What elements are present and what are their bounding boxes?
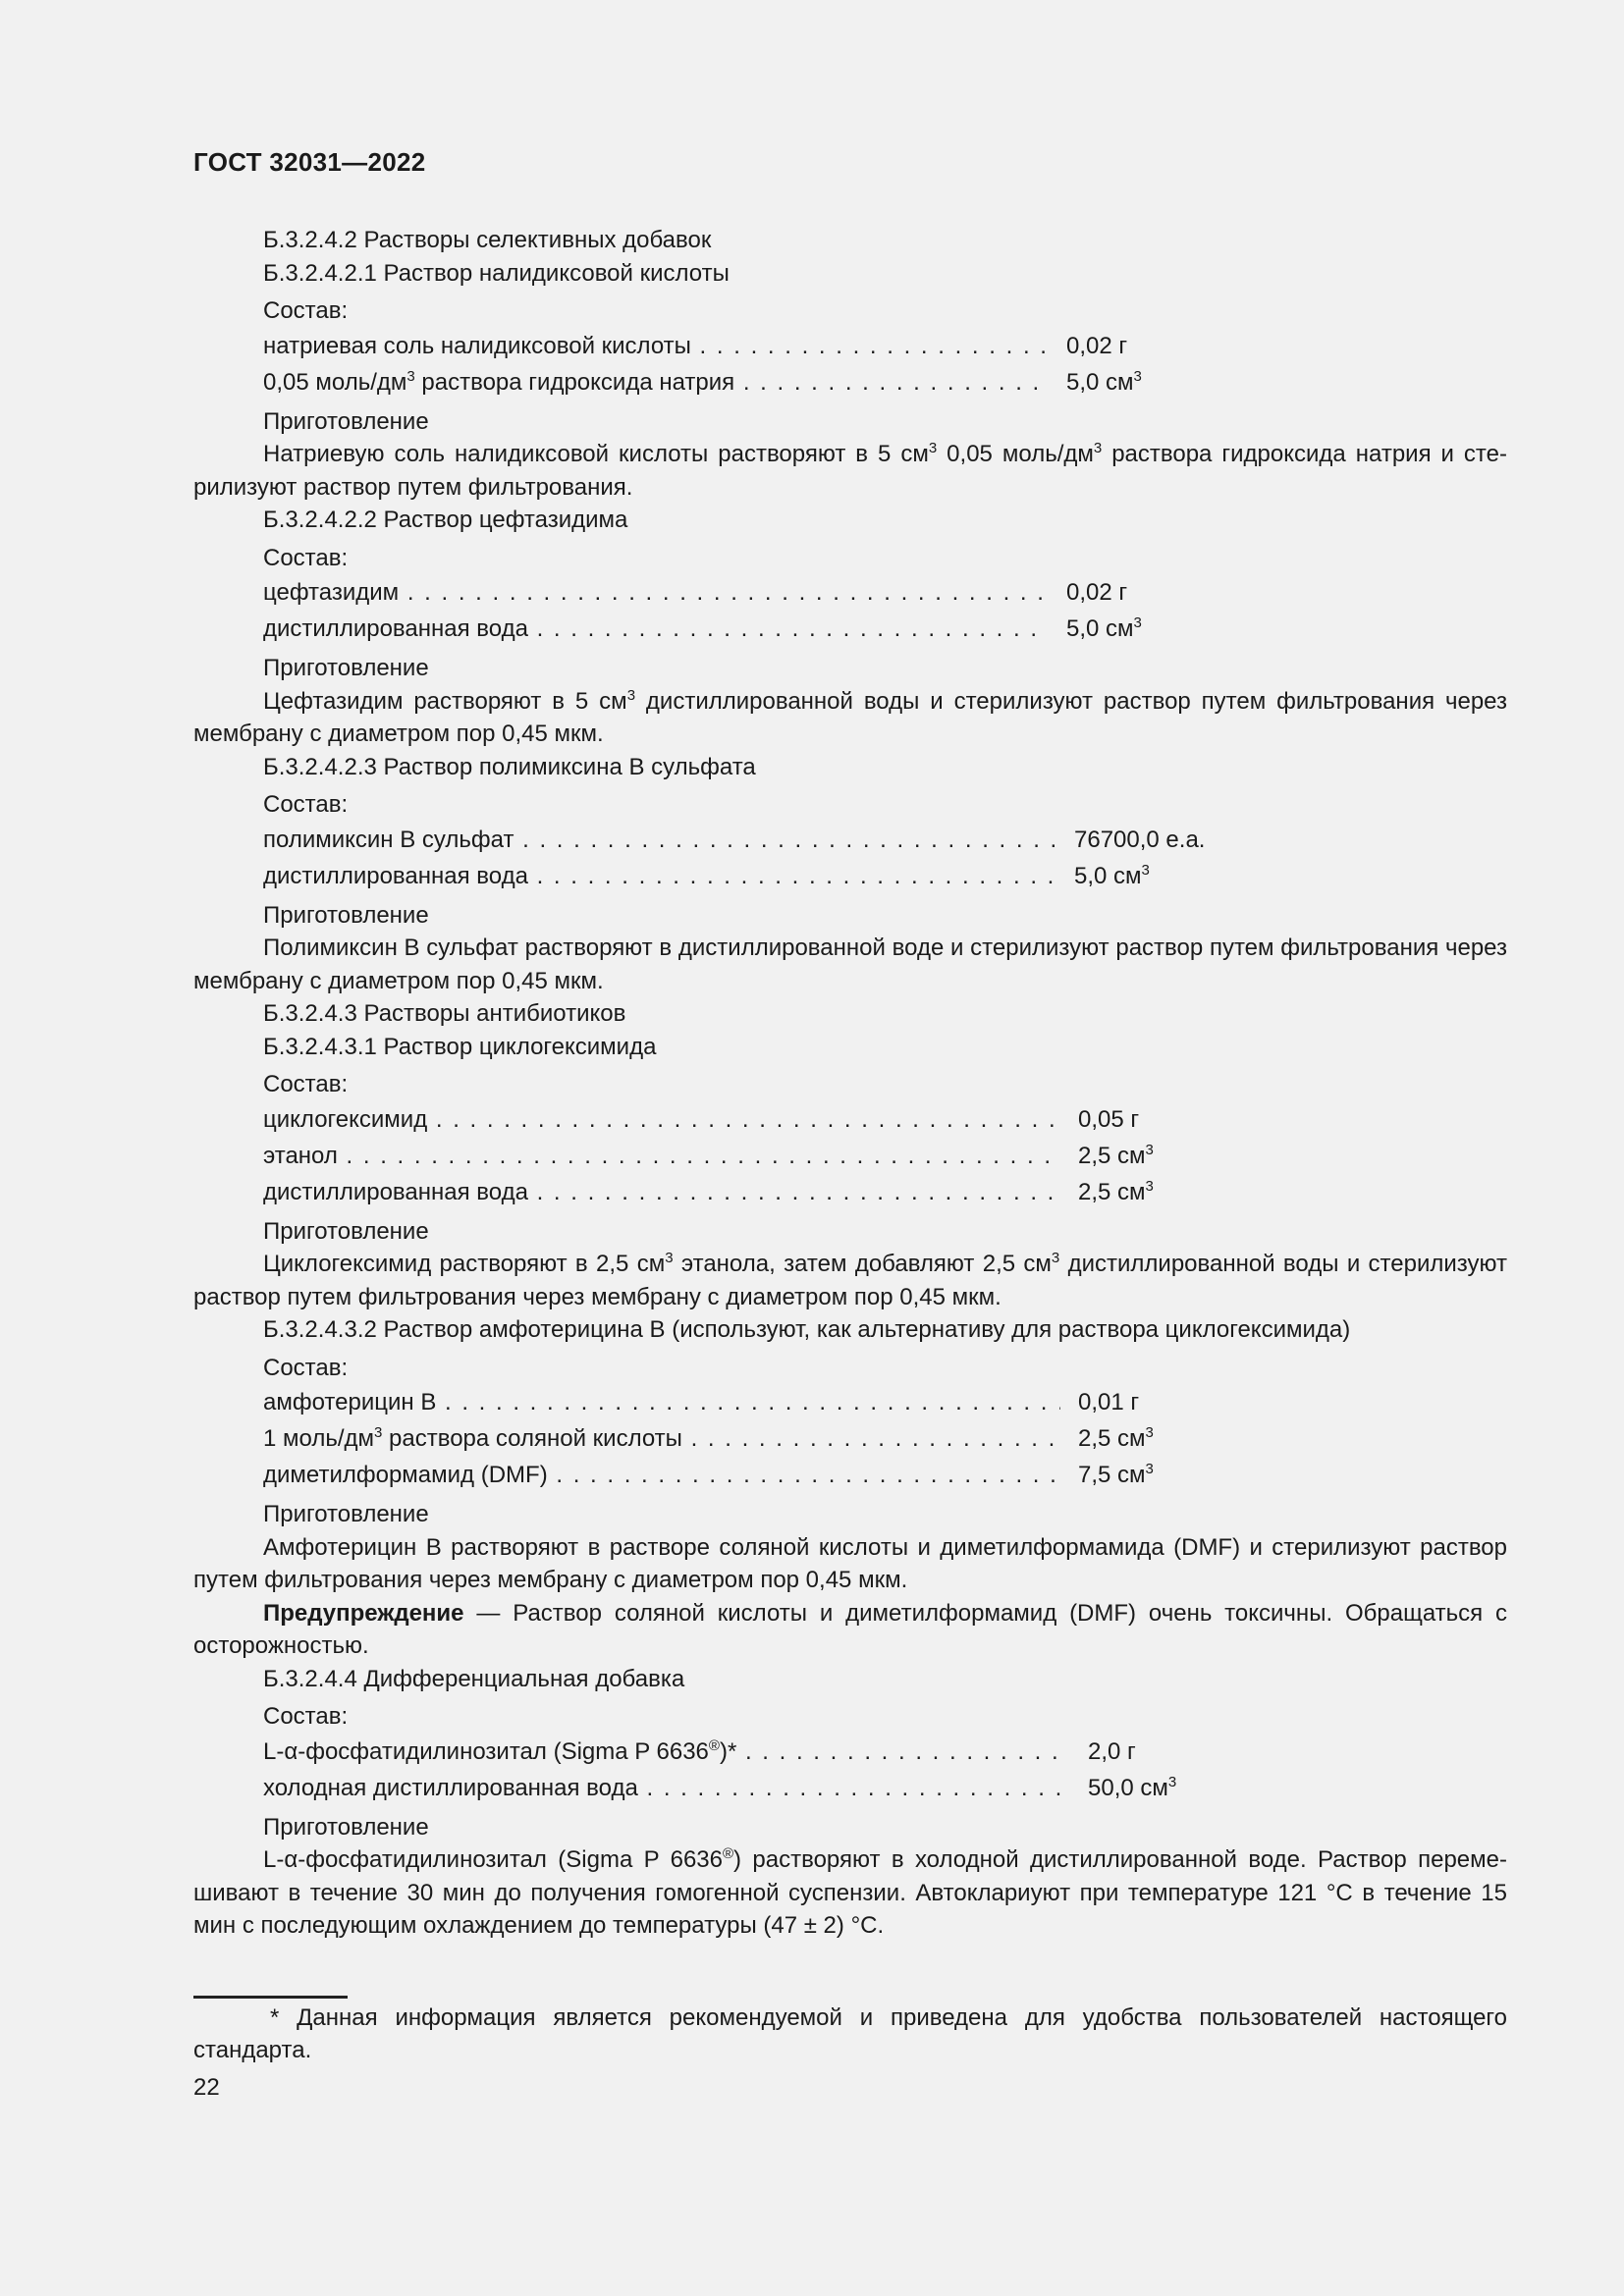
ingredient-name: этанол . . .: [263, 1138, 1060, 1174]
preparation-label: Приготовление: [263, 1501, 429, 1527]
ingredient-row: [193, 328, 1507, 364]
warning-label: Предупреждение: [263, 1599, 464, 1627]
composition-label: Состав:: [263, 1703, 349, 1730]
preparation-text: Натриевую соль налидиксовой кислоты растворяют в 5 $см^3$ 0,05 моль/$дм^3$ раствора гидроксида натрия и стерилизуют раствор путем фильтрования.: [193, 440, 1508, 501]
subsection-heading: Б.3.2.4.3.1 Раствор циклогексимида: [263, 1033, 657, 1060]
page-number: 22: [193, 2074, 220, 2101]
ingredient-amount: 50,0 $см^3$: [1088, 1773, 1177, 1801]
ingredient-name: дистиллированная вода . . .: [263, 858, 1056, 894]
preparation-text: L-α-фосфатидилинозитал (Sigma P 6636®) растворяют в холодной дистиллированной воде. Раствор перемешивают в течение 30 мин до получения гомогенной суспензии. Автоклариуют при температуре 121 °С в течение 15 мин с последующим охлаждением до температуры (47 ± 2) °С.: [193, 1845, 1507, 1939]
ingredient-amount: 0,02 г: [1066, 332, 1128, 359]
subsection-heading: Б.3.2.4.2.1 Раствор налидиксовой кислоты: [263, 259, 730, 287]
ingredient-amount: 2,5 $см^3$: [1078, 1141, 1154, 1169]
preparation-text: Циклогексимид растворяют в 2,5 $см^3$ этанола, затем добавляют 2,5 $см^3$ дистиллированной воды и стерилизуют раствор путем фильтрования через мембрану с диаметром пор 0,45 мкм.: [193, 1250, 1507, 1310]
ingredient-name: амфотерицин В . . .: [263, 1384, 1060, 1420]
ingredient-name: 0,05 моль/$дм^3$ раствора гидроксида натрия . . .: [263, 364, 1049, 400]
subsection-heading: Б.3.2.4.2.3 Раствор полимиксина В сульфата: [263, 753, 756, 780]
composition-label: Состав:: [263, 1354, 349, 1381]
ingredient-name: натриевая соль налидиксовой кислоты . . .: [263, 328, 1049, 364]
ingredient-row: [193, 1420, 1507, 1457]
preparation-text: Полимиксин В сульфат растворяют в дистиллированной воде и стерилизуют раствор путем фильтрования через мембрану с диаметром пор 0,45 мкм.: [193, 934, 1507, 994]
preparation-label: Приготовление: [263, 1217, 429, 1245]
composition-label: Состав:: [263, 297, 349, 324]
subsection-heading: Б.3.2.4.4 Дифференциальная добавка: [263, 1665, 685, 1692]
ingredient-row: [193, 1457, 1507, 1493]
ingredient-name: цефтазидим . . .: [263, 574, 1049, 611]
ingredient-name: полимиксин В сульфат . . .: [263, 822, 1056, 858]
ingredient-row: [193, 1174, 1507, 1210]
composition-label: Состав:: [263, 1071, 349, 1097]
ingredient-amount: 5,0 $см^3$: [1074, 861, 1150, 889]
ingredient-name: дистиллированная вода . . .: [263, 611, 1049, 647]
ingredient-row: [193, 1101, 1507, 1138]
ingredient-name: L-α-фосфатидилинозитал (Sigma P 6636®)* . . .: [263, 1734, 1070, 1770]
document-header: ГОСТ 32031—2022: [193, 147, 426, 177]
ingredient-row: [193, 611, 1507, 647]
ingredient-amount: 5,0 $см^3$: [1066, 614, 1142, 642]
ingredient-amount: 76700,0 е.а.: [1074, 826, 1206, 853]
ingredient-amount: 2,5 $см^3$: [1078, 1177, 1154, 1205]
ingredient-row: [193, 1384, 1507, 1420]
ingredient-name: диметилформамид (DMF) . . .: [263, 1457, 1060, 1493]
footnote-divider: [193, 1996, 348, 1999]
ingredient-amount: 0,02 г: [1066, 579, 1128, 606]
preparation-text: Цефтазидим растворяют в 5 $см^3$ дистиллированной воды и стерилизуют раствор путем фильтрования через мембрану с диаметром пор 0,45 мкм.: [193, 686, 1508, 747]
ingredient-name: холодная дистиллированная вода . . .: [263, 1770, 1070, 1806]
ingredient-name: дистиллированная вода . . .: [263, 1174, 1060, 1210]
document-page: [193, 0, 1507, 2296]
ingredient-row: [193, 1770, 1507, 1806]
preparation-text: Амфотерицин В растворяют в растворе соляной кислоты и диметилформамида (DMF) и стерилизуют раствор путем фильтрования через мембрану с диаметром пор 0,45 мкм.: [193, 1533, 1507, 1593]
ingredient-name: циклогексимид . . .: [263, 1101, 1060, 1138]
document-body: [193, 224, 1507, 1943]
preparation-label: Приготовление: [263, 407, 429, 435]
composition-label: Состав:: [263, 791, 349, 818]
ingredient-row: [193, 822, 1507, 858]
warning-text: Предупреждение — Раствор соляной кислоты и диметилформамид (DMF) очень токсичны. Обращаться с осторожностью.: [193, 1599, 1507, 1659]
footnote: * Данная информация является рекомендуемой и приведена для удобства пользователей настоящего стандарта.: [193, 2004, 1507, 2063]
ingredient-row: [193, 858, 1507, 894]
ingredient-amount: 5,0 $см^3$: [1066, 367, 1142, 396]
ingredient-amount: 2,0 г: [1088, 1737, 1136, 1765]
preparation-label: Приготовление: [263, 655, 429, 681]
subsection-heading: Б.3.2.4.3.2 Раствор амфотерицина В (используют, как альтернативу для раствора циклогексимида): [263, 1316, 1351, 1343]
composition-label: Состав:: [263, 544, 349, 571]
ingredient-amount: 0,05 г: [1078, 1105, 1140, 1133]
subsection-heading: Б.3.2.4.2.2 Раствор цефтазидима: [263, 507, 628, 533]
ingredient-amount: 7,5 $см^3$: [1078, 1461, 1154, 1488]
ingredient-row: [193, 364, 1507, 400]
ingredient-row: [193, 1138, 1507, 1174]
ingredient-name: 1 моль/$дм^3$ раствора соляной кислоты . . .: [263, 1420, 1060, 1457]
ingredient-amount: 2,5 $см^3$: [1078, 1424, 1154, 1452]
ingredient-amount: 0,01 г: [1078, 1389, 1140, 1415]
ingredient-row: [193, 574, 1507, 611]
section-heading: Б.3.2.4.3 Растворы антибиотиков: [263, 1000, 626, 1027]
section-heading: Б.3.2.4.2 Растворы селективных добавок: [263, 227, 712, 253]
preparation-label: Приготовление: [263, 901, 429, 929]
preparation-label: Приготовление: [263, 1813, 429, 1841]
ingredient-row: [193, 1734, 1507, 1770]
